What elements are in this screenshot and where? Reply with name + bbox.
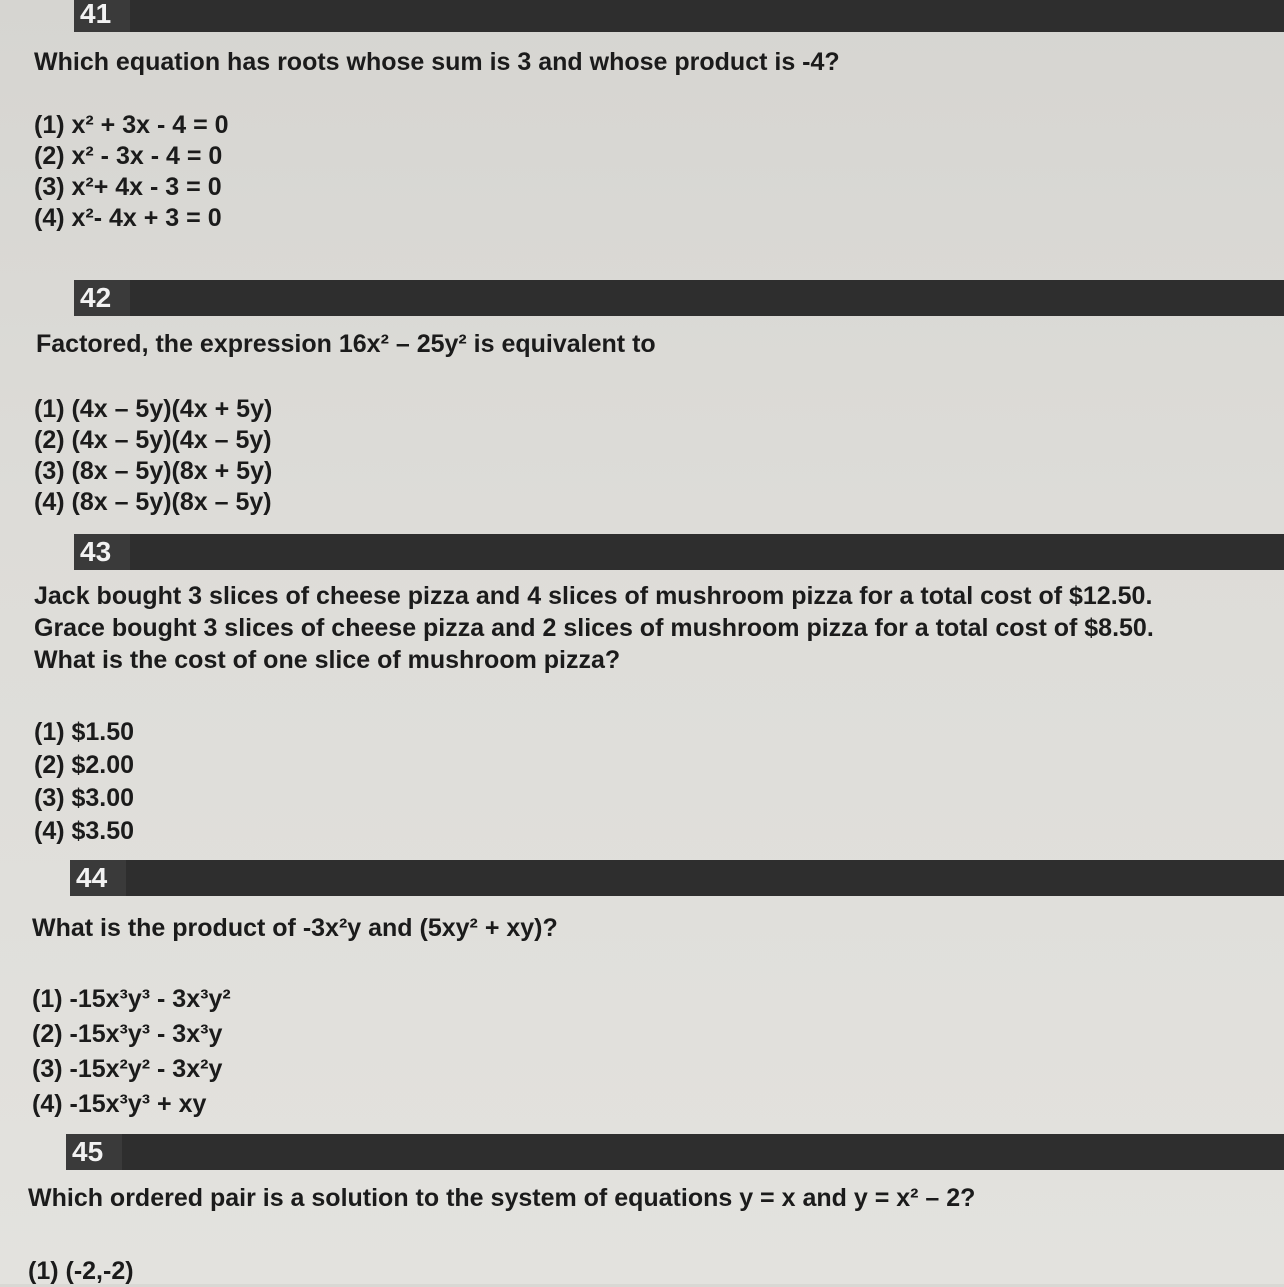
option-1[interactable]: (1) (-2,-2) (28, 1257, 134, 1285)
question-43-text (34, 580, 1154, 676)
question-42-options (34, 394, 272, 518)
question-41-options (34, 110, 229, 234)
option-1[interactable]: (1) $1.50 (34, 718, 135, 746)
question-43-line-3: What is the cost of one slice of mushroom pizza? (34, 646, 621, 674)
option-2[interactable]: (2) x² - 3x - 4 = 0 (34, 142, 223, 170)
option-4[interactable]: (4) (8x – 5y)(8x – 5y) (34, 488, 272, 516)
question-45-text: Which ordered pair is a solution to the system of equations y = x and y = x² – 2? (28, 1184, 976, 1212)
option-2[interactable]: (2) -15x³y³ - 3x³y (32, 1020, 223, 1048)
option-3[interactable]: (3) (8x – 5y)(8x + 5y) (34, 457, 273, 485)
question-42-text: Factored, the expression 16x² – 25y² is equivalent to (36, 330, 656, 358)
option-1[interactable]: (1) (4x – 5y)(4x + 5y) (34, 395, 273, 423)
option-2[interactable]: (2) $2.00 (34, 751, 135, 779)
option-3[interactable]: (3) $3.00 (34, 784, 135, 812)
question-45-header (66, 1134, 1284, 1170)
option-3[interactable]: (3) x²+ 4x - 3 = 0 (34, 173, 222, 201)
question-44-header (70, 860, 1284, 896)
option-1[interactable]: (1) -15x³y³ - 3x³y² (32, 985, 231, 1013)
question-44-text: What is the product of -3x²y and (5xy² + xy)? (32, 914, 558, 942)
question-number: 42 (74, 280, 130, 316)
question-number: 45 (66, 1134, 122, 1170)
question-43-header (74, 534, 1284, 570)
question-43-line-2: Grace bought 3 slices of cheese pizza and 2 slices of mushroom pizza for a total cost of $8.50. (34, 614, 1154, 642)
question-number: 44 (70, 860, 126, 896)
option-4[interactable]: (4) -15x³y³ + xy (32, 1090, 207, 1118)
option-1[interactable]: (1) x² + 3x - 4 = 0 (34, 111, 229, 139)
question-41-text: Which equation has roots whose sum is 3 and whose product is -4? (34, 48, 840, 76)
question-43-line-1: Jack bought 3 slices of cheese pizza and 4 slices of mushroom pizza for a total cost of $12.50. (34, 582, 1153, 610)
question-42-header (74, 280, 1284, 316)
option-3[interactable]: (3) -15x²y² - 3x²y (32, 1055, 223, 1083)
question-number: 41 (74, 0, 130, 32)
question-43-options (34, 716, 134, 848)
option-4[interactable]: (4) x²- 4x + 3 = 0 (34, 204, 222, 232)
question-45-options (28, 1256, 134, 1287)
question-41-header (74, 0, 1284, 32)
option-4[interactable]: (4) $3.50 (34, 817, 135, 845)
option-2[interactable]: (2) (4x – 5y)(4x – 5y) (34, 426, 272, 454)
question-number: 43 (74, 534, 130, 570)
question-44-options (32, 982, 231, 1122)
